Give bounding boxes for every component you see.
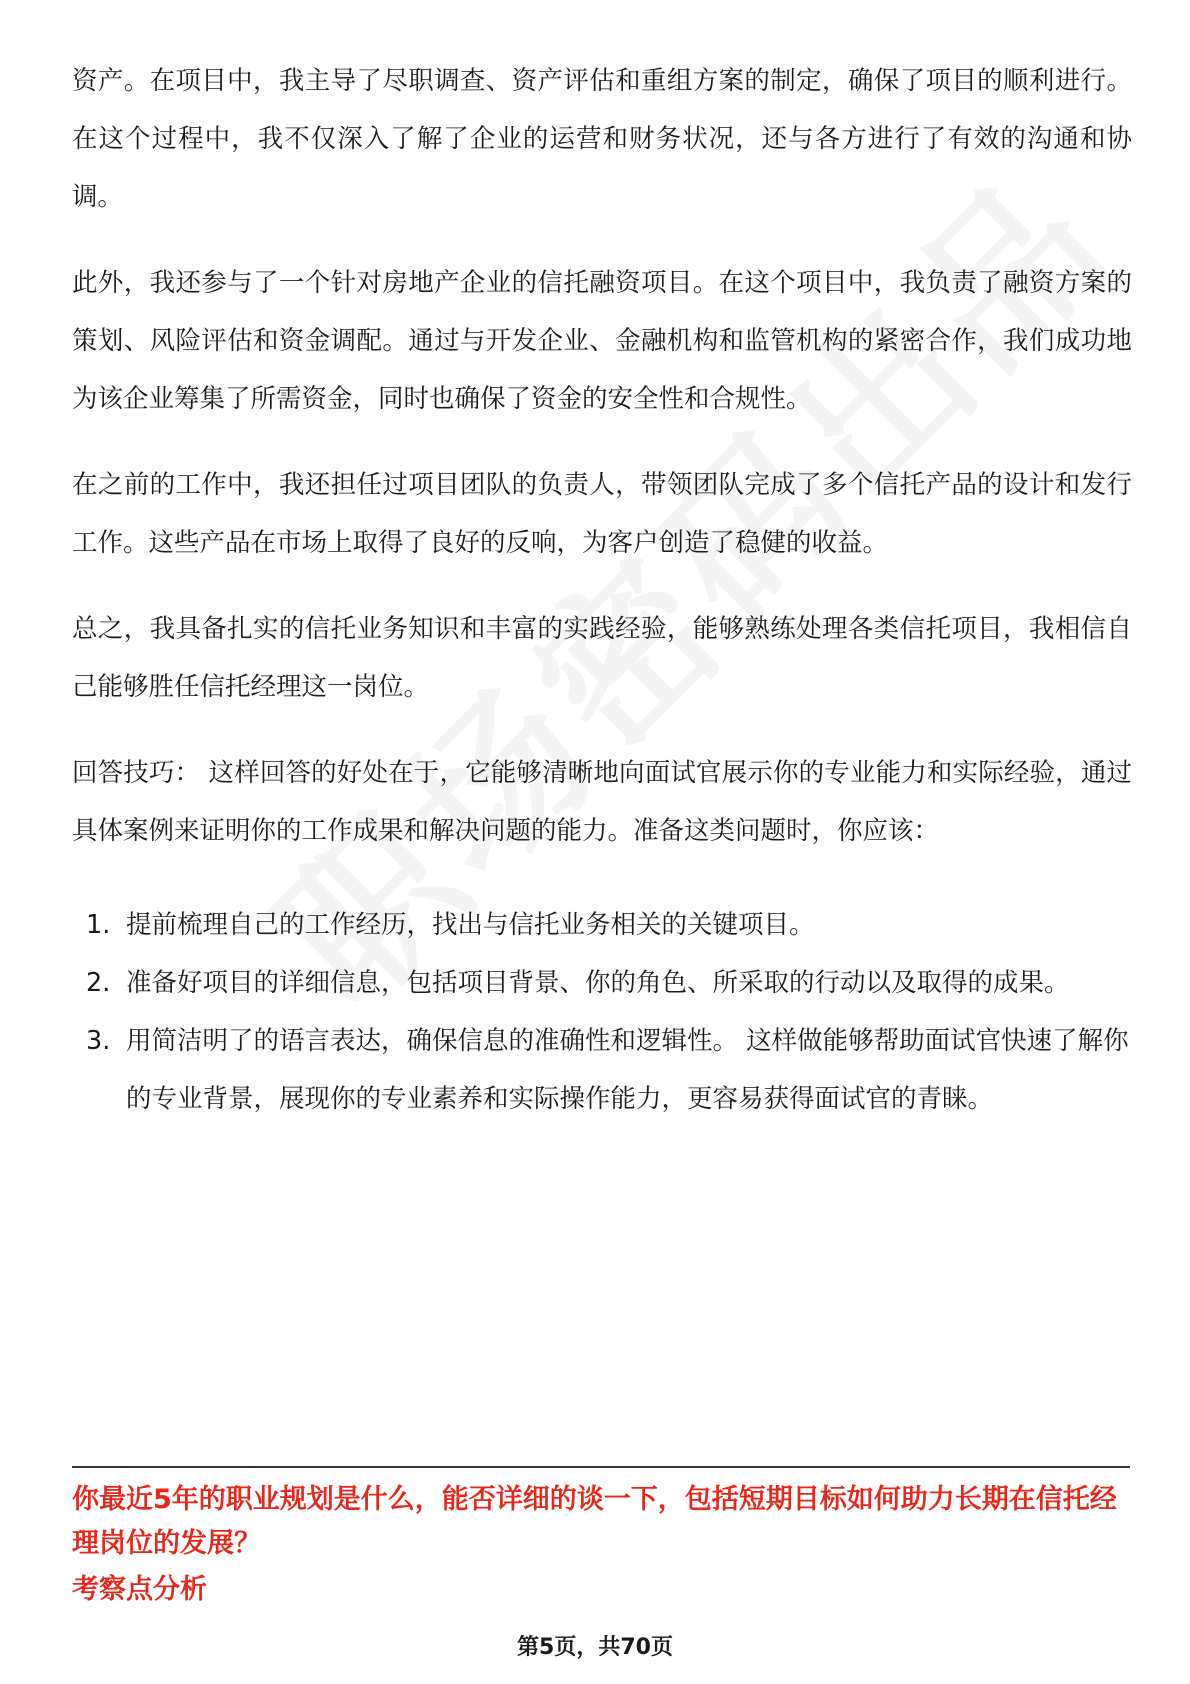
- list-item: [72, 896, 1132, 954]
- analysis-heading: 考察点分析: [72, 1574, 207, 1605]
- paragraph-assets: 资产。在项目中，我主导了尽职调查、资产评估和重组方案的制定，确保了项目的顺利进行。在这个过程中，我不仅深入了解了企业的运营和财务状况，还与各方进行了有效的沟通和协调。: [72, 66, 1132, 212]
- list-text: 提前梳理自己的工作经历，找出与信托业务相关的关键项目。: [126, 910, 815, 940]
- list-item: [72, 1012, 1132, 1128]
- list-text: 准备好项目的详细信息，包括项目背景、你的角色、所采取的行动以及取得的成果。: [126, 968, 1070, 998]
- list-text: 用简洁明了的语言表达，确保信息的准确性和逻辑性。 这样做能够帮助面试官快速了解你的专业背景，展现你的专业素养和实际操作能力，更容易获得面试官的青睐。: [126, 1026, 1129, 1114]
- tips-list: [72, 896, 1132, 1128]
- paragraph-team-lead: 在之前的工作中，我还担任过项目团队的负责人，带领团队完成了多个信托产品的设计和发行工作。这些产品在市场上取得了良好的反响，为客户创造了稳健的收益。: [72, 470, 1132, 558]
- question-heading: 你最近5年的职业规划是什么，能否详细的谈一下，包括短期目标如何助力长期在信托经理岗位的发展？: [72, 1484, 1117, 1559]
- page-number: 第5页，共70页: [517, 1635, 673, 1660]
- list-number: 1.: [86, 910, 111, 940]
- paragraph-real-estate: 此外，我还参与了一个针对房地产企业的信托融资项目。在这个项目中，我负责了融资方案的策划、风险评估和资金调配。通过与开发企业、金融机构和监管机构的紧密合作，我们成功地为该企业筹集了所需资金，同时也确保了资金的安全性和合规性。: [72, 268, 1132, 414]
- paragraph-summary: 总之，我具备扎实的信托业务知识和丰富的实践经验，能够熟练处理各类信托项目，我相信自己能够胜任信托经理这一岗位。: [72, 614, 1132, 702]
- list-number: 2.: [86, 968, 111, 998]
- section-divider: [72, 1466, 1130, 1468]
- list-item: [72, 954, 1132, 1012]
- paragraph-answer-tips: 回答技巧： 这样回答的好处在于，它能够清晰地向面试官展示你的专业能力和实际经验，通过具体案例来证明你的工作成果和解决问题的能力。准备这类问题时，你应该：: [72, 758, 1132, 846]
- list-number: 3.: [86, 1026, 111, 1056]
- answer-body: [72, 52, 1132, 1128]
